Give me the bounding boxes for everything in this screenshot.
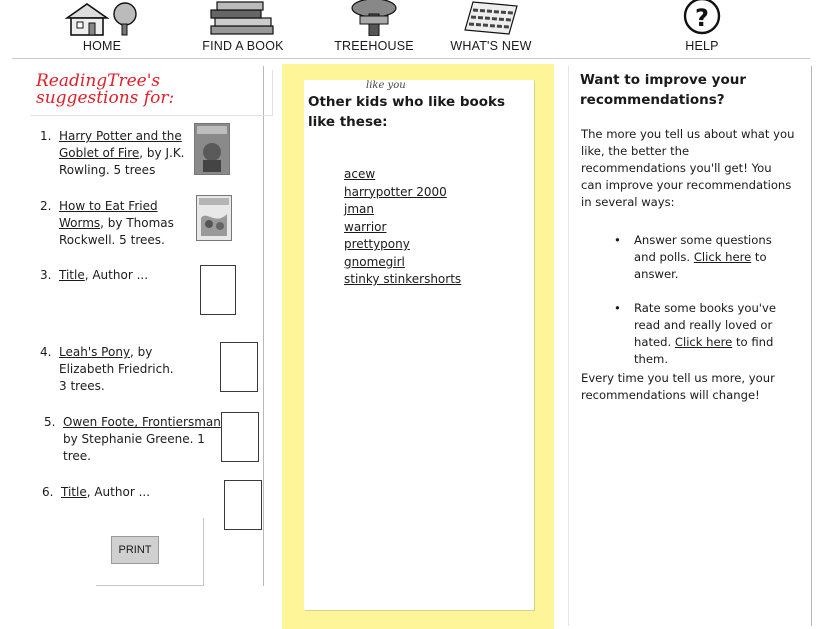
svg-text:?: ? <box>695 4 709 32</box>
print-button[interactable]: PRINT <box>111 536 159 564</box>
book-cover-placeholder[interactable] <box>220 342 258 392</box>
kid-profile-link[interactable]: prettypony <box>344 237 410 251</box>
improve-options <box>612 232 792 385</box>
suggestion-details: , Author ... <box>86 485 151 499</box>
improve-heading: Want to improve your recommendations? <box>580 72 747 108</box>
nav-divider <box>12 58 810 59</box>
kid-profile-link[interactable]: harrypotter 2000 <box>344 184 447 199</box>
question-icon <box>682 0 722 36</box>
books-icon <box>207 0 279 36</box>
panel-divider <box>811 66 812 626</box>
suggestion-number: 4. <box>40 345 52 359</box>
kid-profile-link[interactable]: gnomegirl <box>344 254 405 269</box>
kid-list <box>344 166 461 289</box>
suggestion-details: , by Thomas Rockwell. 5 trees. <box>59 216 174 247</box>
handwritten-annotation: like you <box>366 80 406 91</box>
suggestion-title-link[interactable]: Harry Potter and the Goblet of Fire <box>59 129 182 160</box>
kid-profile-link[interactable]: warrior <box>344 219 387 234</box>
other-kids-heading-b: who like books like these: <box>308 94 506 130</box>
top-navigation <box>0 0 822 58</box>
book-cover-image[interactable] <box>196 195 232 241</box>
nav-home-label: HOME <box>82 39 122 53</box>
suggestion-number: 6. <box>42 485 54 499</box>
suggestion-number: 1. <box>40 129 52 143</box>
nav-find-a-book[interactable] <box>198 0 288 53</box>
improve-option-questions <box>612 232 792 283</box>
newspaper-icon <box>459 0 523 36</box>
house-icon <box>59 0 145 36</box>
other-kids-heading-a: Other kids <box>308 94 388 110</box>
option-text: to answer. <box>634 250 767 281</box>
suggestions-header <box>30 70 273 116</box>
kid-profile-link[interactable]: jman <box>344 202 374 216</box>
option-text: Rate some books you've read and really loved or hated. <box>634 301 776 349</box>
suggestion-number: 5. <box>44 415 56 429</box>
suggestion-details: by Stephanie Greene. 1 tree. <box>63 432 205 463</box>
kid-profile-link[interactable]: acew <box>344 167 376 181</box>
improve-intro: The more you tell us about what you like, the better the recommendations you'll get! You can improve your recommendations in several ways: <box>581 127 795 209</box>
book-cover-placeholder[interactable] <box>200 265 236 315</box>
answer-questions-link[interactable]: Click here <box>693 250 752 264</box>
suggestion-number: 2. <box>40 199 52 213</box>
nav-treehouse-label: TREEHOUSE <box>334 39 414 53</box>
other-kids-heading <box>308 92 528 132</box>
other-kids-panel <box>282 64 554 629</box>
suggestion-details: , by Elizabeth Friedrich. 3 trees. <box>59 345 174 393</box>
suggestion-title-link[interactable]: Owen Foote, Frontiersman <box>63 415 221 429</box>
other-kids-card <box>304 80 534 610</box>
suggestions-panel <box>18 66 264 626</box>
improve-option-rate <box>612 300 792 368</box>
book-cover-placeholder[interactable] <box>221 412 259 462</box>
nav-find-a-book-label: FIND A BOOK <box>202 39 284 53</box>
book-cover-image[interactable] <box>194 123 230 175</box>
option-text: Answer some questions and polls. <box>634 233 772 264</box>
suggestion-details: , by J.K. Rowling. 5 trees <box>59 146 185 177</box>
panel-divider <box>568 66 569 626</box>
suggestion-details: , Author ... <box>84 268 149 282</box>
option-text: to find them. <box>634 335 774 366</box>
nav-whats-new-label: WHAT'S NEW <box>450 39 532 53</box>
nav-whats-new[interactable] <box>448 0 534 53</box>
nav-help[interactable] <box>680 0 724 53</box>
suggestion-title-link[interactable]: Leah's Pony <box>59 345 131 359</box>
panel-divider <box>263 66 264 586</box>
bullet: • <box>614 301 621 315</box>
suggestion-title-link[interactable]: Title <box>59 268 85 282</box>
improve-panel <box>568 66 808 626</box>
bullet: • <box>614 233 621 247</box>
suggestion-number: 3. <box>40 268 52 282</box>
rate-books-link[interactable]: Click here <box>674 335 733 349</box>
tree-icon <box>344 0 404 36</box>
suggestion-title-link[interactable]: How to Eat Fried Worms <box>59 199 158 230</box>
suggestion-title-link[interactable]: Title <box>61 485 87 499</box>
nav-help-label: HELP <box>685 39 719 53</box>
nav-treehouse[interactable] <box>334 0 414 53</box>
book-cover-placeholder[interactable] <box>224 480 262 530</box>
improve-footer: Every time you tell us more, your recommendations will change! <box>581 371 775 402</box>
suggestions-heading: ReadingTree's suggestions for: <box>36 71 175 108</box>
nav-home[interactable] <box>76 0 128 53</box>
kid-profile-link[interactable]: stinky stinkershorts <box>344 272 462 286</box>
